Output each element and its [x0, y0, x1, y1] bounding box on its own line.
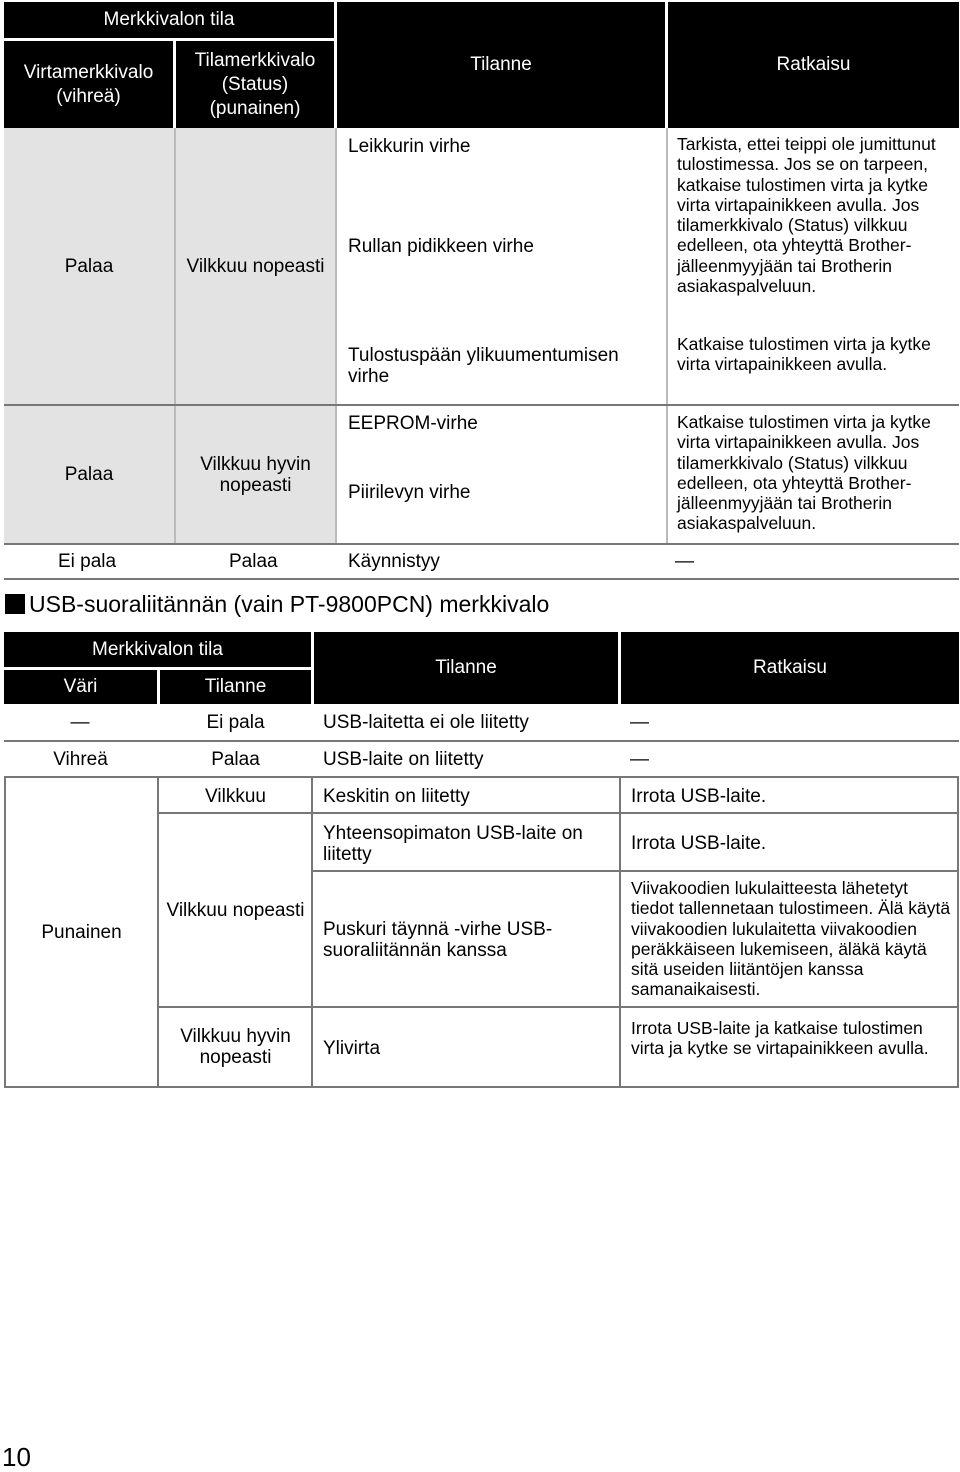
header-status-led: Tilamerkkivalo (Status) (punainen) [176, 41, 334, 128]
row2-situation-board: Piirilevyn virhe [348, 481, 471, 503]
row1-situation-roll-holder: Rullan pidikkeen virhe [348, 235, 534, 257]
usb-row1-solution: — [630, 711, 649, 733]
usb-row2-color: Vihreä [53, 748, 108, 770]
usb-row4-situation: Yhteensopimaton USB-laite on liitetty [323, 823, 583, 865]
row2-power: Palaa [64, 464, 114, 485]
usb-row2-state: Palaa [211, 748, 260, 770]
section-bullet-icon [5, 594, 25, 614]
section-title: USB-suoraliitännän (vain PT-9800PCN) merkkivalo [29, 591, 550, 617]
row1-status: Vilkkuu nopeasti [186, 255, 325, 277]
usb-row1-color: — [70, 711, 90, 733]
row1-solution-b: Katkaise tulostimen virta ja kytke virta virtapainikkeen avulla. [677, 334, 931, 375]
usb-red-color: Punainen [41, 921, 122, 943]
usb-row5-situation: Puskuri täynnä -virhe USB-suoraliitännän kanssa [323, 919, 553, 961]
row2-situation-eeprom: EEPROM-virhe [348, 412, 478, 434]
row3-status: Palaa [229, 550, 278, 572]
usb-header-situation: Tilanne [314, 632, 618, 704]
row3-power: Ei pala [58, 550, 117, 572]
header-situation: Tilanne [337, 2, 665, 128]
row2-solution: Katkaise tulostimen virta ja kytke virta virtapainikkeen avulla. Jos tilamerkkivalo (Status) vilkkuu edelleen, ota yhteyttä Brother-jälleenmyyjään tai Brotherin asiakaspalveluun. [677, 412, 931, 534]
page-number: 10 [2, 1442, 31, 1472]
usb-row3-situation: Keskitin on liitetty [323, 785, 470, 807]
usb-row3-state: Vilkkuu [205, 785, 266, 807]
usb-header-state: Tilanne [160, 670, 311, 704]
usb-header-solution: Ratkaisu [621, 632, 959, 704]
usb-row6-state: Vilkkuu hyvin nopeasti [180, 1026, 291, 1068]
usb-row1-state: Ei pala [206, 711, 265, 733]
usb-row2-situation: USB-laite on liitetty [323, 748, 484, 770]
row1-situation-overheat: Tulostuspään ylikuumentumisen virhe [348, 345, 619, 387]
row1-power: Palaa [64, 255, 114, 277]
usb-row1-situation: USB-laitetta ei ole liitetty [323, 711, 529, 733]
usb-row6-situation: Ylivirta [323, 1037, 381, 1059]
usb-row3-solution: Irrota USB-laite. [631, 785, 767, 807]
usb-row4-state: Vilkkuu nopeasti [166, 899, 305, 921]
header-power-led: Virtamerkkivalo (vihreä) [4, 41, 173, 128]
usb-row5-solution: Viivakoodien lukulaitteesta lähetetyt tiedot tallennetaan tulostimeen. Älä käytä viivakoodien lukulaitetta viivakoodien peräkkäiseen lukemiseen, äläkä käytä sitä useiden liitäntöjen kanssa samanaikaisesti. [631, 878, 951, 1000]
header-led-state-group: Merkkivalon tila [4, 2, 334, 38]
row3-situation: Käynnistyy [348, 550, 440, 572]
usb-row2-solution: — [630, 748, 649, 770]
usb-header-color: Väri [4, 670, 157, 704]
row1-situation-cutter: Leikkurin virhe [348, 135, 471, 157]
row3-solution: — [675, 550, 694, 572]
usb-header-led-state-group: Merkkivalon tila [4, 632, 311, 667]
usb-row6-solution: Irrota USB-laite ja katkaise tulostimen virta ja kytke se virtapainikkeen avulla. [631, 1018, 929, 1059]
usb-row4-solution: Irrota USB-laite. [631, 832, 767, 854]
row2-status: Vilkkuu hyvin nopeasti [200, 453, 311, 496]
header-solution: Ratkaisu [668, 2, 959, 128]
row1-solution-a: Tarkista, ettei teippi ole jumittunut tulostimessa. Jos se on tarpeen, katkaise tulostimen virta ja kytke virta virtapainikkeen avulla. Jos tilamerkkivalo (Status) vilkkuu edelleen, ota yhteyttä Brother-jälleenmyyjään tai Brotherin asiakaspalveluun. [677, 134, 936, 297]
